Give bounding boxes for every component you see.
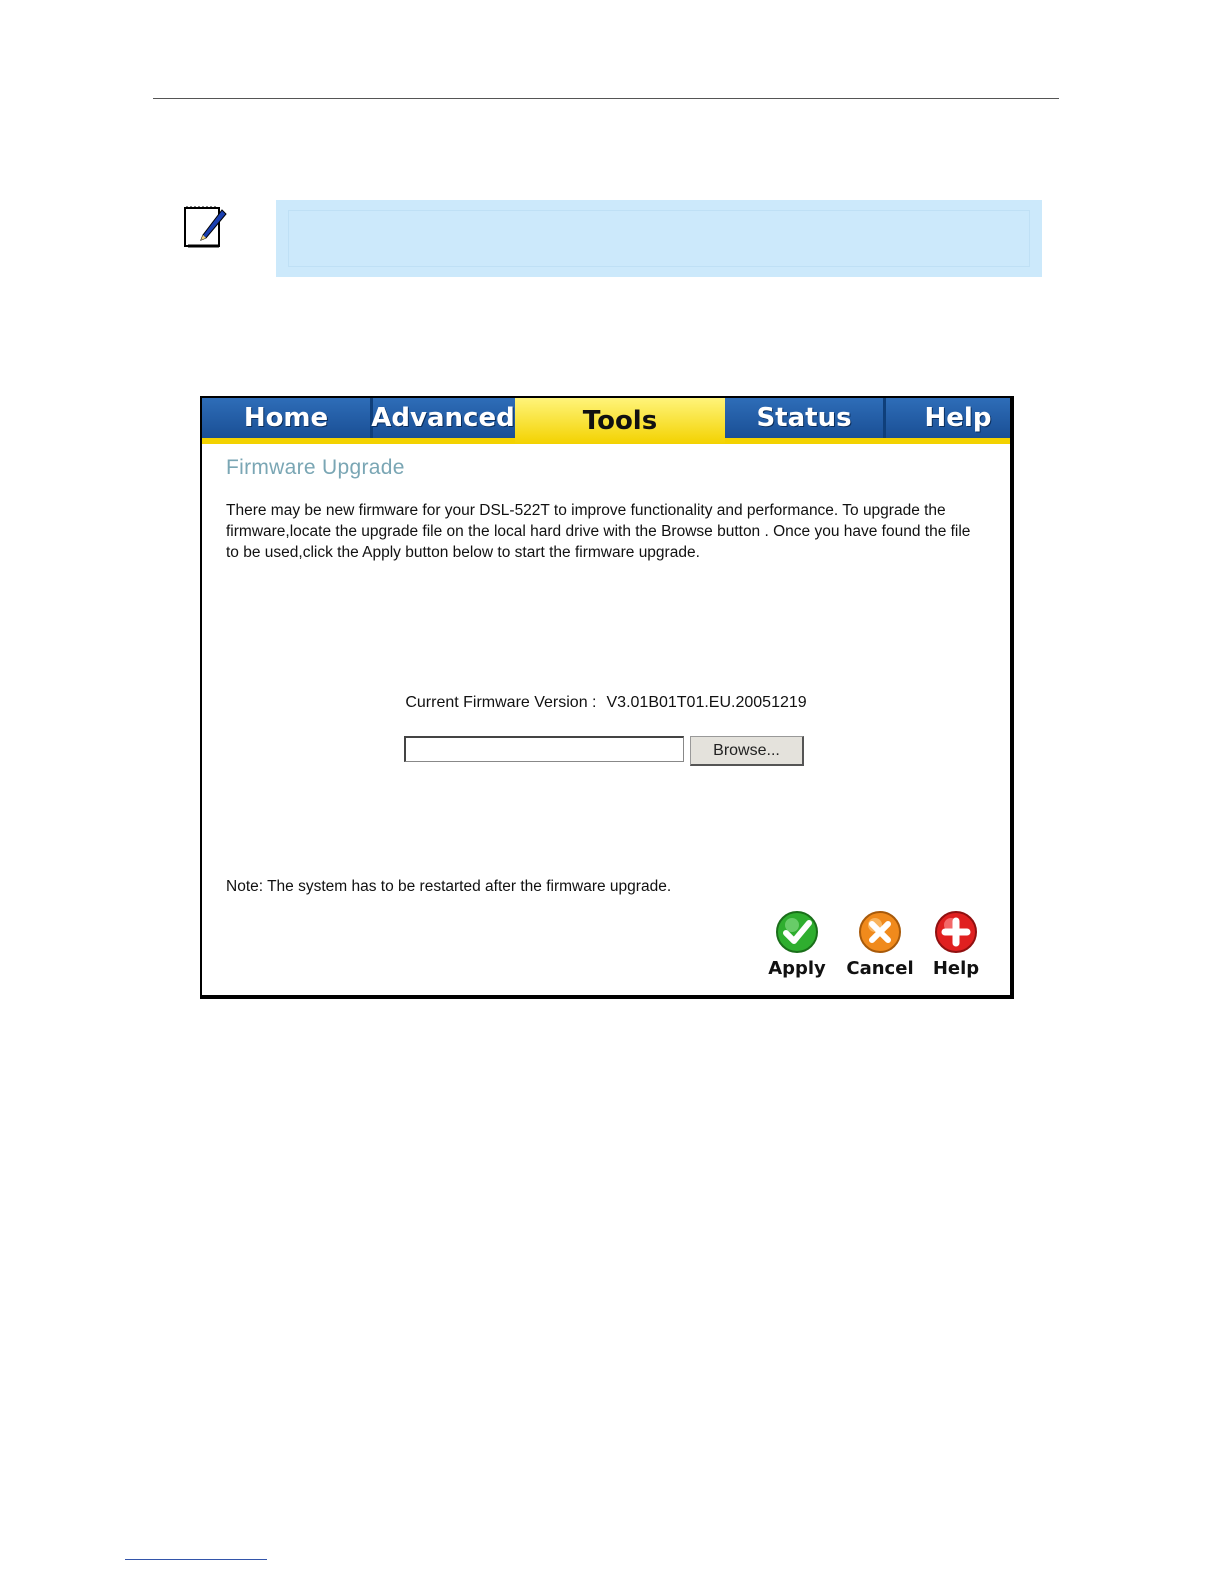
tab-bar (202, 398, 1010, 446)
browse-button[interactable]: Browse... (690, 736, 804, 766)
tab-advanced[interactable]: Advanced (371, 403, 515, 433)
tab-home[interactable]: Home (243, 403, 329, 433)
footnote-rule (125, 1559, 267, 1560)
firmware-version-value: V3.01B01T01.EU.20051219 (606, 694, 807, 711)
page-description: There may be new firmware for your DSL-522T to improve functionality and performance. To upgrade the firmware,locate the upgrade file on the local hard drive with the Browse button . Once you have found the file to be used,click the Apply button below to start the firmware upgrade. (226, 502, 971, 561)
firmware-version-label: Current Firmware Version : (405, 694, 597, 711)
router-ui-screenshot (200, 396, 1014, 999)
note-box (276, 200, 1042, 277)
restart-note: Note: The system has to be restarted after the firmware upgrade. (226, 878, 672, 895)
check-icon (775, 910, 819, 954)
note-box-inner (288, 210, 1030, 267)
firmware-version-line (202, 694, 1010, 712)
cancel-button[interactable] (845, 910, 915, 979)
tab-help[interactable]: Help (924, 403, 992, 433)
help-label: Help (932, 958, 980, 979)
firmware-file-input[interactable] (404, 736, 684, 762)
content-area (226, 456, 986, 563)
apply-label: Apply (768, 958, 826, 979)
plus-help-icon (934, 910, 978, 954)
apply-button[interactable] (762, 910, 832, 979)
help-button[interactable] (921, 910, 991, 979)
cancel-x-icon (858, 910, 902, 954)
tab-tools[interactable]: Tools (515, 398, 725, 444)
cancel-label: Cancel (846, 958, 914, 979)
note-pencil-icon (182, 204, 228, 250)
tab-status[interactable]: Status (756, 403, 852, 433)
page-header-rule (153, 98, 1059, 99)
page-title: Firmware Upgrade (226, 456, 405, 479)
